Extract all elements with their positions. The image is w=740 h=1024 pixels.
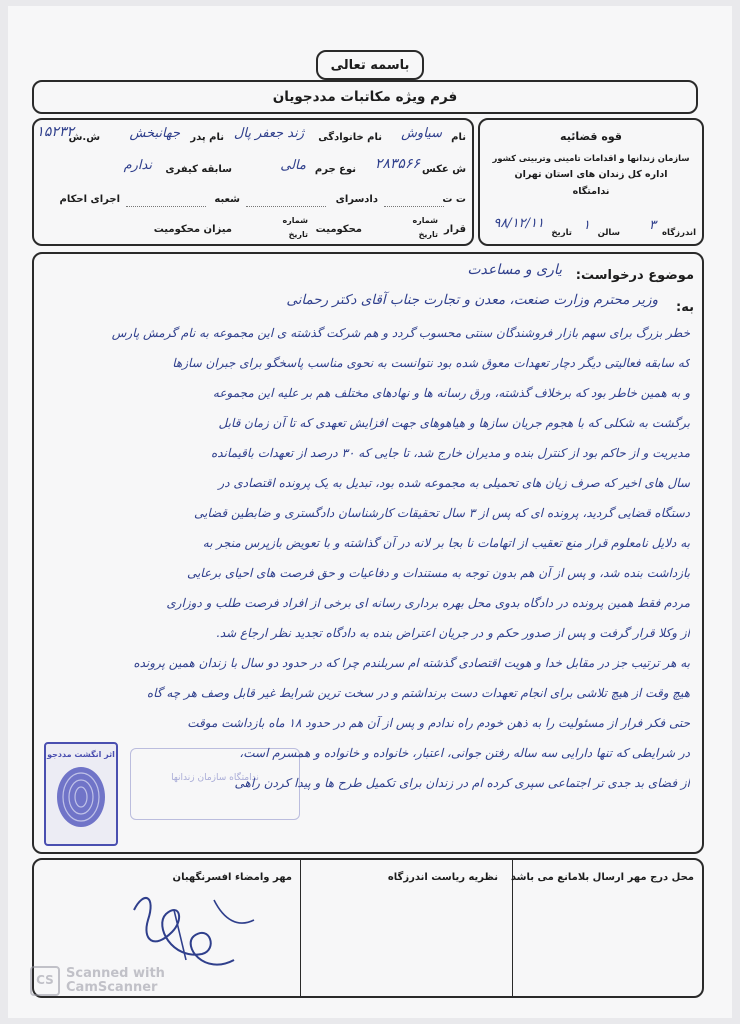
- id-label: ش.ش: [68, 132, 100, 143]
- scanner-watermark: [30, 966, 165, 996]
- crime-value: مالی: [280, 158, 306, 173]
- to-label: به:: [676, 300, 694, 315]
- agency-box: [478, 118, 704, 246]
- form-page: [8, 6, 732, 1018]
- conviction-number-label: شماره: [282, 216, 308, 225]
- letter-line: که سابقه فعالیتی دیگر دچار تعهدات معوق شده بود نتوانست به نحوی مناسب پاسخگو برای جبران سازها: [172, 356, 690, 370]
- letter-line: به دلایل نامعلوم قرار منع تعقیب از اتهامات نا بجا بر لانه در آن گذاشته و با تعویض بازپرس منجر به: [202, 536, 690, 550]
- family-value: ژند جعفر پال: [233, 126, 304, 141]
- letter-line: خطر بزرگ برای سهم بازار فروشندگان سنتی محسوب گردد و هم شرکت گذشته ی این مجموعه به نام گرمش پارس: [111, 326, 690, 340]
- date-value: ۹۸/۱۲/۱۱: [493, 216, 544, 231]
- agency-name: قوه قضائیه: [560, 130, 622, 143]
- record-label: سابقه کیفری: [165, 164, 232, 175]
- subject-label: موضوع درخواست:: [575, 268, 694, 283]
- letter-line: مدیریت و از حاکم بود از کنترل بنده و مدیران خارج شد، تا جایی که ۳۰ درصد از تعهدات باقیمانده: [211, 446, 690, 460]
- fingerprint-icon: [51, 761, 111, 831]
- court-label: دادسرای: [335, 194, 378, 205]
- letter-line: برگشت به شکلی که با هجوم جریان سازها و هیاهوهای جهت افزایش تعهدی که تا آن زمان قابل: [218, 416, 690, 430]
- official-stamp: ندامتگاه سازمان زندانها: [130, 748, 300, 820]
- agency-unit: ندامتگاه: [572, 186, 610, 197]
- exec-label: اجرای احکام: [59, 194, 120, 205]
- conviction-label: محکومیت: [315, 224, 362, 235]
- record-value: ندارم: [123, 158, 152, 173]
- letter-line: مردم فقط همین پرونده در دادگاه بدوی محل بهره برداری رسانه ای برخی از افراد فرصت طلب و دوزاری: [166, 596, 690, 610]
- name-value: سیاوش: [401, 126, 442, 141]
- bismillah-box: باسمه تعالی: [316, 50, 424, 80]
- subject-value: یاری و مساعدت: [467, 262, 562, 278]
- tt-label: ت ت: [442, 194, 466, 205]
- head-opinion-label: نظریه ریاست اندرزگاه: [387, 872, 498, 883]
- date-label: تاریخ: [551, 228, 572, 238]
- form-title: فرم ویژه مکاتبات مددجویان: [32, 80, 698, 114]
- order-date-label: تاریخ: [418, 230, 438, 239]
- to-value: وزیر محترم وزارت صنعت، معدن و تجارت جناب آقای دکتر رحمانی: [286, 292, 658, 308]
- letter-line: و به همین خاطر بود که برخلاف گذشته، ورق رسانه ها و نهادهای مختلف هم بر علیه این مجموعه: [212, 386, 690, 400]
- conviction-date-label: تاریخ: [288, 230, 308, 239]
- letter-line: بازداشت بنده شد، و پس از آن هم بدون توجه به مستندات و دفاعیات و حق فرصت های احیای برعایی: [186, 566, 690, 580]
- id-value: ۱۵۲۳۲: [36, 124, 74, 140]
- watermark-line-1: Scanned with: [66, 966, 165, 981]
- agency-org: سازمان زندانها و اقدامات تامینی وتربیتی کشور: [492, 153, 690, 163]
- officer-sign-label: مهر وامضاء افسرنگهبان: [172, 872, 292, 883]
- agency-office: اداره کل زندان های استان تهران: [514, 169, 668, 180]
- photo-value: ۲۸۳۵۶۶: [374, 156, 420, 172]
- family-label: نام خانوادگی: [318, 132, 382, 143]
- letter-line: به هر ترتیب جز در مقابل خدا و هویت اقتصادی گذشته ام سربلندم چرا که در حدود دو سال با زندان همین پرونده: [133, 656, 690, 670]
- letter-line: در شرایطی که تنها دارایی سه ساله رفتن جوانی، اعتبار، خانواده و خانواده و همسرم است،: [239, 746, 690, 760]
- prisoner-info-box: [32, 118, 474, 246]
- letter-line: از وکلا قرار گرفت و پس از صدور حکم و در جریان اعتراض بنده به دادگاه تجدید نظر ارجاع شد.: [216, 626, 690, 640]
- order-number-label: شماره: [412, 216, 438, 225]
- order-label: قرار: [444, 224, 466, 235]
- letter-line: هیچ وقت از هیچ تلاشی برای انجام تعهدات دست برنداشتم و در سخت ترین شرایط غیر قابل وصف هر چه گاه: [146, 686, 690, 700]
- watermark-line-2: CamScanner: [66, 980, 158, 995]
- photo-label: ش عکس: [421, 164, 466, 175]
- camscanner-icon: CS: [30, 966, 60, 996]
- letter-line: دستگاه قضایی گردید، پرونده ای که پس از ۳ سال تحقیقات کارشناسان دادگستری و ضابطین قضایی: [194, 506, 690, 520]
- hall-label: سالن: [597, 228, 620, 238]
- amount-label: میزان محکومیت: [153, 224, 232, 235]
- name-label: نام: [451, 132, 466, 143]
- father-label: نام پدر: [190, 132, 224, 143]
- officer-signature: [114, 880, 274, 980]
- letter-line: حتی فکر فرار از مسئولیت را به ذهن خودم راه ندادم و پس از آن هم در حدود ۱۸ ماه بازداشت موقت: [187, 716, 690, 730]
- seal-approval-label: محل درج مهر ارسال بلامانع می باشد: [510, 872, 694, 883]
- hall-value: ۱: [583, 218, 590, 233]
- request-body: [32, 252, 704, 854]
- ward-label: اندرزگاه: [662, 228, 696, 238]
- crime-label: نوع جرم: [314, 164, 356, 175]
- fingerprint-seal: [44, 742, 118, 846]
- letter-line: سال های اخیر که صرف زیان های تحمیلی به مجموعه شده بود، تبدیل به یک پرونده اقتصادی در: [218, 476, 690, 490]
- letter-line: از فضای بد جدی تر اجتماعی سپری کرده ام در زندان برای تکمیل طرح ها و پیدا کردن راهی: [234, 776, 690, 790]
- seal-label: اثر انگشت مددجو: [47, 750, 115, 759]
- branch-label: شعبه: [214, 194, 240, 205]
- father-value: جهانبخش: [129, 126, 180, 141]
- ward-value: ۳: [649, 218, 656, 233]
